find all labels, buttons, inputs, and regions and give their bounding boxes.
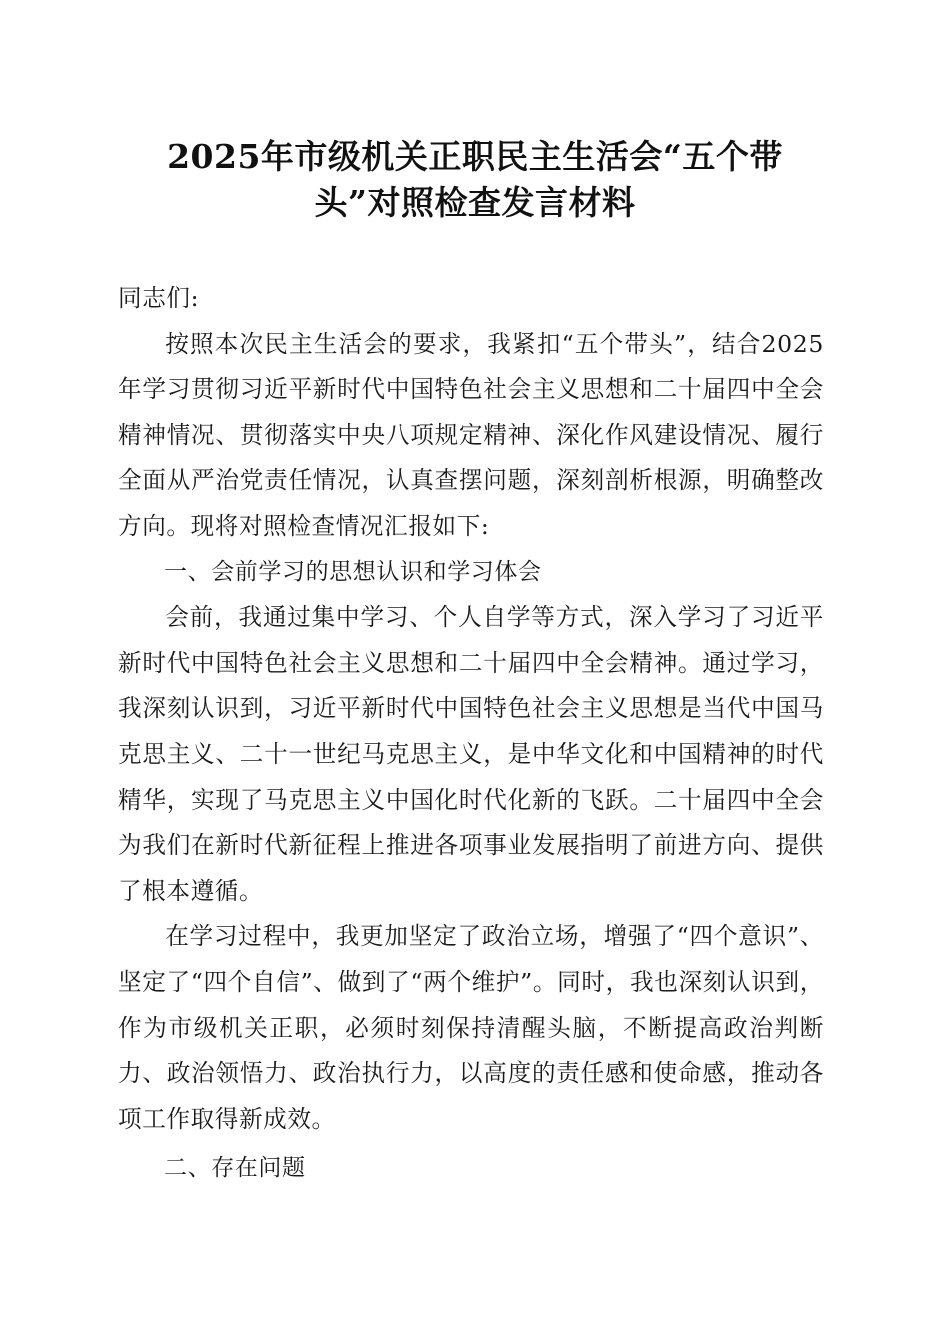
intro-paragraph: 按照本次民主生活会的要求，我紧扣“五个带头”，结合2025年学习贯彻习近平新时代中国特色社会主义思想和二十届四中全会精神情况、贯彻落实中央八项规定精神、深化作风建设情况、履行全面从严治党责任情况，认真查摆问题，深刻剖析根源，明确整改方向。现将对照检查情况汇报如下: bbox=[118, 329, 824, 540]
title-line-1: 2025年市级机关正职民主生活会“五个带 bbox=[167, 137, 783, 176]
section-1-paragraph-2: 在学习过程中，我更加坚定了政治立场，增强了“四个意识”、坚定了“四个自信”、做到了“两个维护”。同时，我也深刻认识到，作为市级机关正职，必须时刻保持清醒头脑，不断提高政治判断力、政治领悟力、政治执行力，以高度的责任感和使命感，推动各项工作取得新成效。 bbox=[118, 922, 824, 1133]
section-1-paragraph-1: 会前，我通过集中学习、个人自学等方式，深入学习了习近平新时代中国特色社会主义思想和二十届四中全会精神。通过学习，我深刻认识到，习近平新时代中国特色社会主义思想是当代中国马克思主义、二十一世纪马克思主义，是中华文化和中国精神的时代精华，实现了马克思主义中国化时代化新的飞跃。二十届四中全会为我们在新时代新征程上推进各项事业发展指明了前进方向、提供了根本遵循。 bbox=[118, 603, 824, 905]
document-body bbox=[118, 276, 824, 1192]
document-title bbox=[118, 134, 832, 226]
section-2-heading: 二、存在问题 bbox=[164, 1155, 306, 1182]
section-1-heading: 一、会前学习的思想认识和学习体会 bbox=[164, 558, 542, 585]
salutation: 同志们: bbox=[118, 284, 200, 312]
title-line-2: 头”对照检查发言材料 bbox=[314, 183, 636, 222]
